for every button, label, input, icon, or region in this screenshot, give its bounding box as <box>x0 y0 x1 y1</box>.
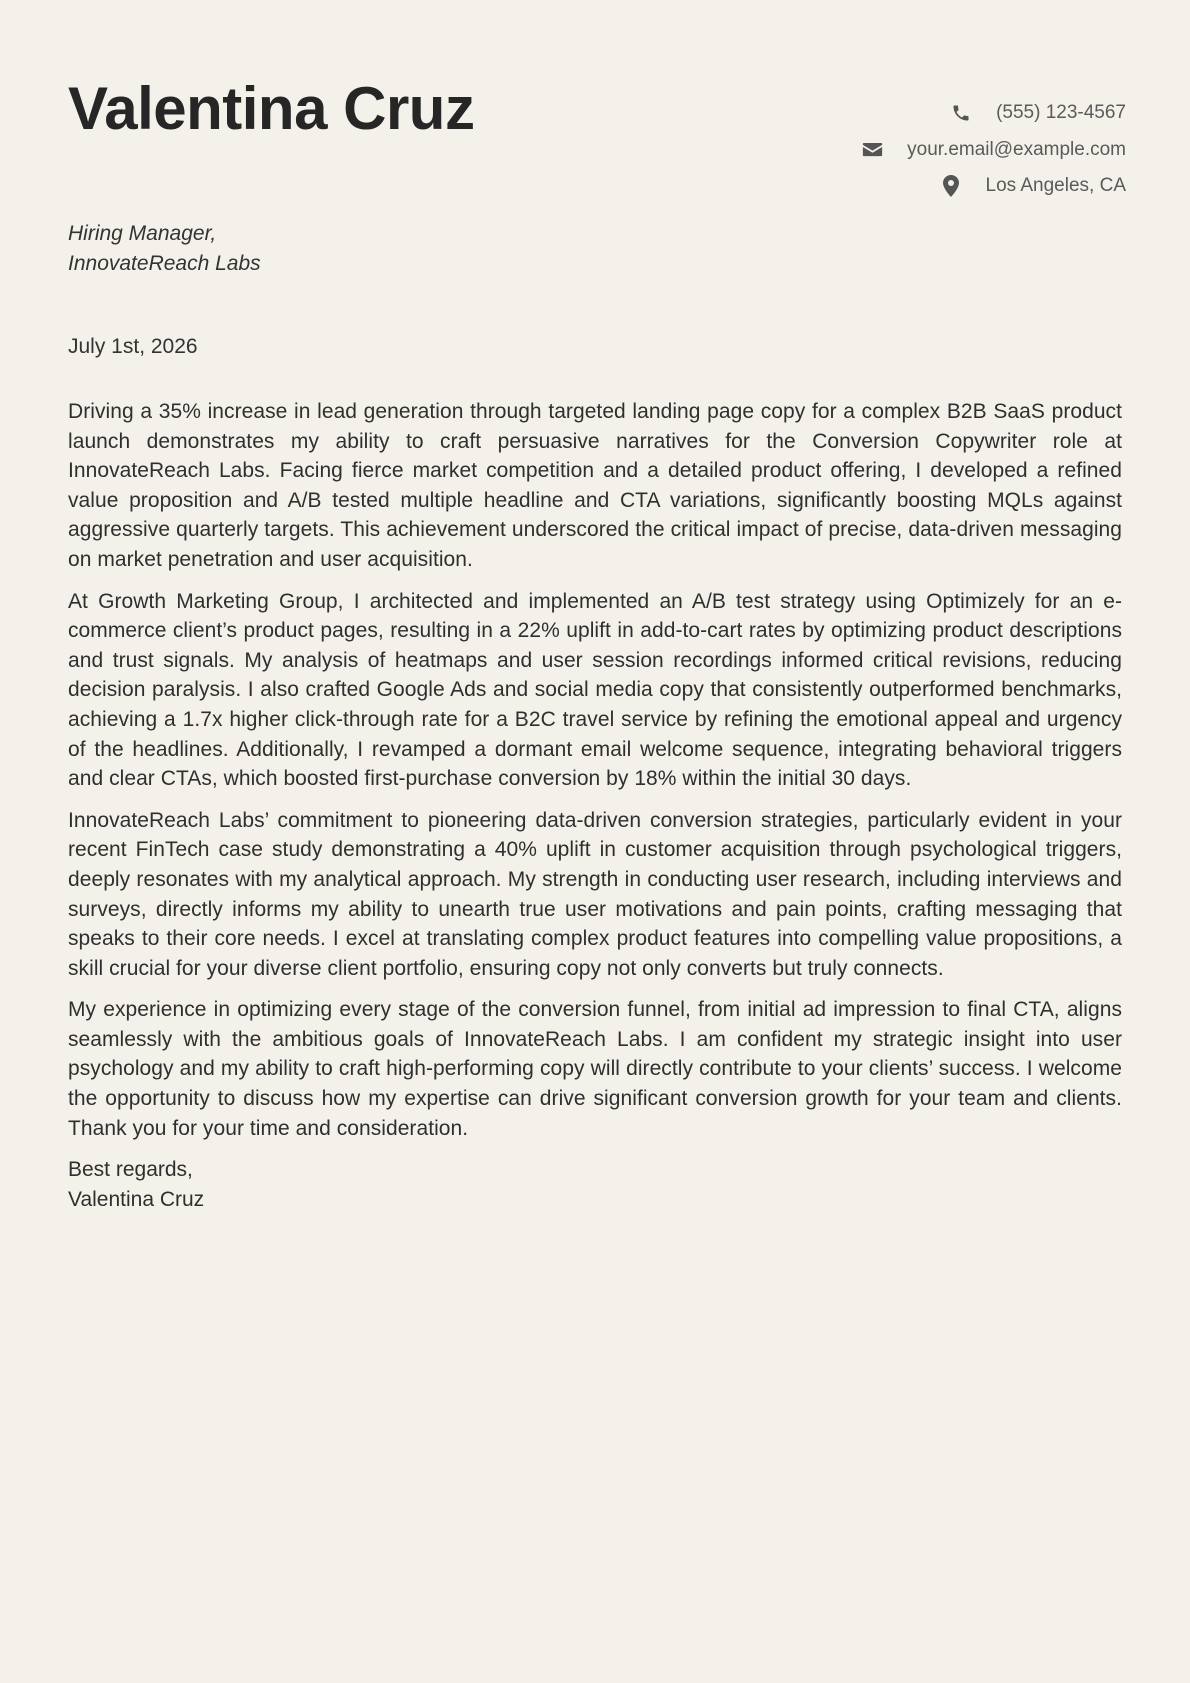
contact-phone: (555) 123-4567 <box>996 102 1126 124</box>
letter-body <box>68 397 1122 1214</box>
signoff-block <box>68 1155 1122 1214</box>
contact-email-row <box>861 132 1126 169</box>
contact-block <box>861 95 1126 205</box>
letter-date: July 1st, 2026 <box>68 335 198 358</box>
applicant-name: Valentina Cruz <box>68 75 475 142</box>
map-pin-icon <box>940 175 962 197</box>
closing-line: Best regards, <box>68 1158 193 1182</box>
recipient-company: InnovateReach Labs <box>68 252 261 275</box>
cover-letter-page <box>68 0 1126 1683</box>
contact-location: Los Angeles, CA <box>985 175 1126 197</box>
recipient-block <box>68 219 261 279</box>
contact-phone-row <box>861 95 1126 132</box>
body-paragraph: Driving a 35% increase in lead generation through targeted landing page copy for a complex B2B SaaS product launch demonstrates my ability to craft persuasive narratives for the Conversion Copywriter role at InnovateReach Labs. Facing fierce market competition and a detailed product offering, I developed a refined value proposition and A/B tested multiple headline and CTA variations, significantly boosting MQLs against aggressive quarterly targets. This achievement underscored the critical impact of precise, data-driven messaging on market penetration and user acquisition. <box>68 400 1122 571</box>
phone-icon <box>950 102 972 124</box>
contact-location-row <box>861 168 1126 205</box>
recipient-title: Hiring Manager, <box>68 222 217 245</box>
envelope-icon <box>861 139 883 161</box>
body-paragraph: InnovateReach Labs’ commitment to pioneering data-driven conversion strategies, particularly evident in your recent FinTech case study demonstrating a 40% uplift in customer acquisition through psychological triggers, deeply resonates with my analytical approach. My strength in conducting user research, including interviews and surveys, directly informs my ability to unearth true user motivations and pain points, crafting messaging that speaks to their core needs. I excel at translating complex product features into compelling value propositions, a skill crucial for your diverse client portfolio, ensuring copy not only converts but truly connects. <box>68 808 1122 980</box>
contact-email: your.email@example.com <box>907 138 1126 160</box>
body-paragraph: At Growth Marketing Group, I architected and implemented an A/B test strategy using Optimizely for an e-commerce client’s product pages, resulting in a 22% uplift in add-to-cart rates by optimizing product descriptions and trust signals. My analysis of heatmaps and user session recordings informed critical revisions, reducing decision paralysis. I also crafted Google Ads and social media copy that consistently outperformed benchmarks, achieving a 1.7x higher click-through rate for a B2C travel service by refining the emotional appeal and urgency of the headlines. Additionally, I revamped a dormant email welcome sequence, integrating behavioral triggers and clear CTAs, which boosted first-purchase conversion by 18% within the initial 30 days. <box>68 589 1122 791</box>
signature: Valentina Cruz <box>68 1187 205 1211</box>
body-paragraph: My experience in optimizing every stage of the conversion funnel, from initial ad impression to final CTA, aligns seamlessly with the ambitious goals of InnovateReach Labs. I am confident my strategic insight into user psychology and my ability to craft high-performing copy will directly contribute to your clients’ success. I welcome the opportunity to discuss how my expertise can drive significant conversion growth for your team and clients. Thank you for your time and consideration. <box>68 998 1122 1140</box>
